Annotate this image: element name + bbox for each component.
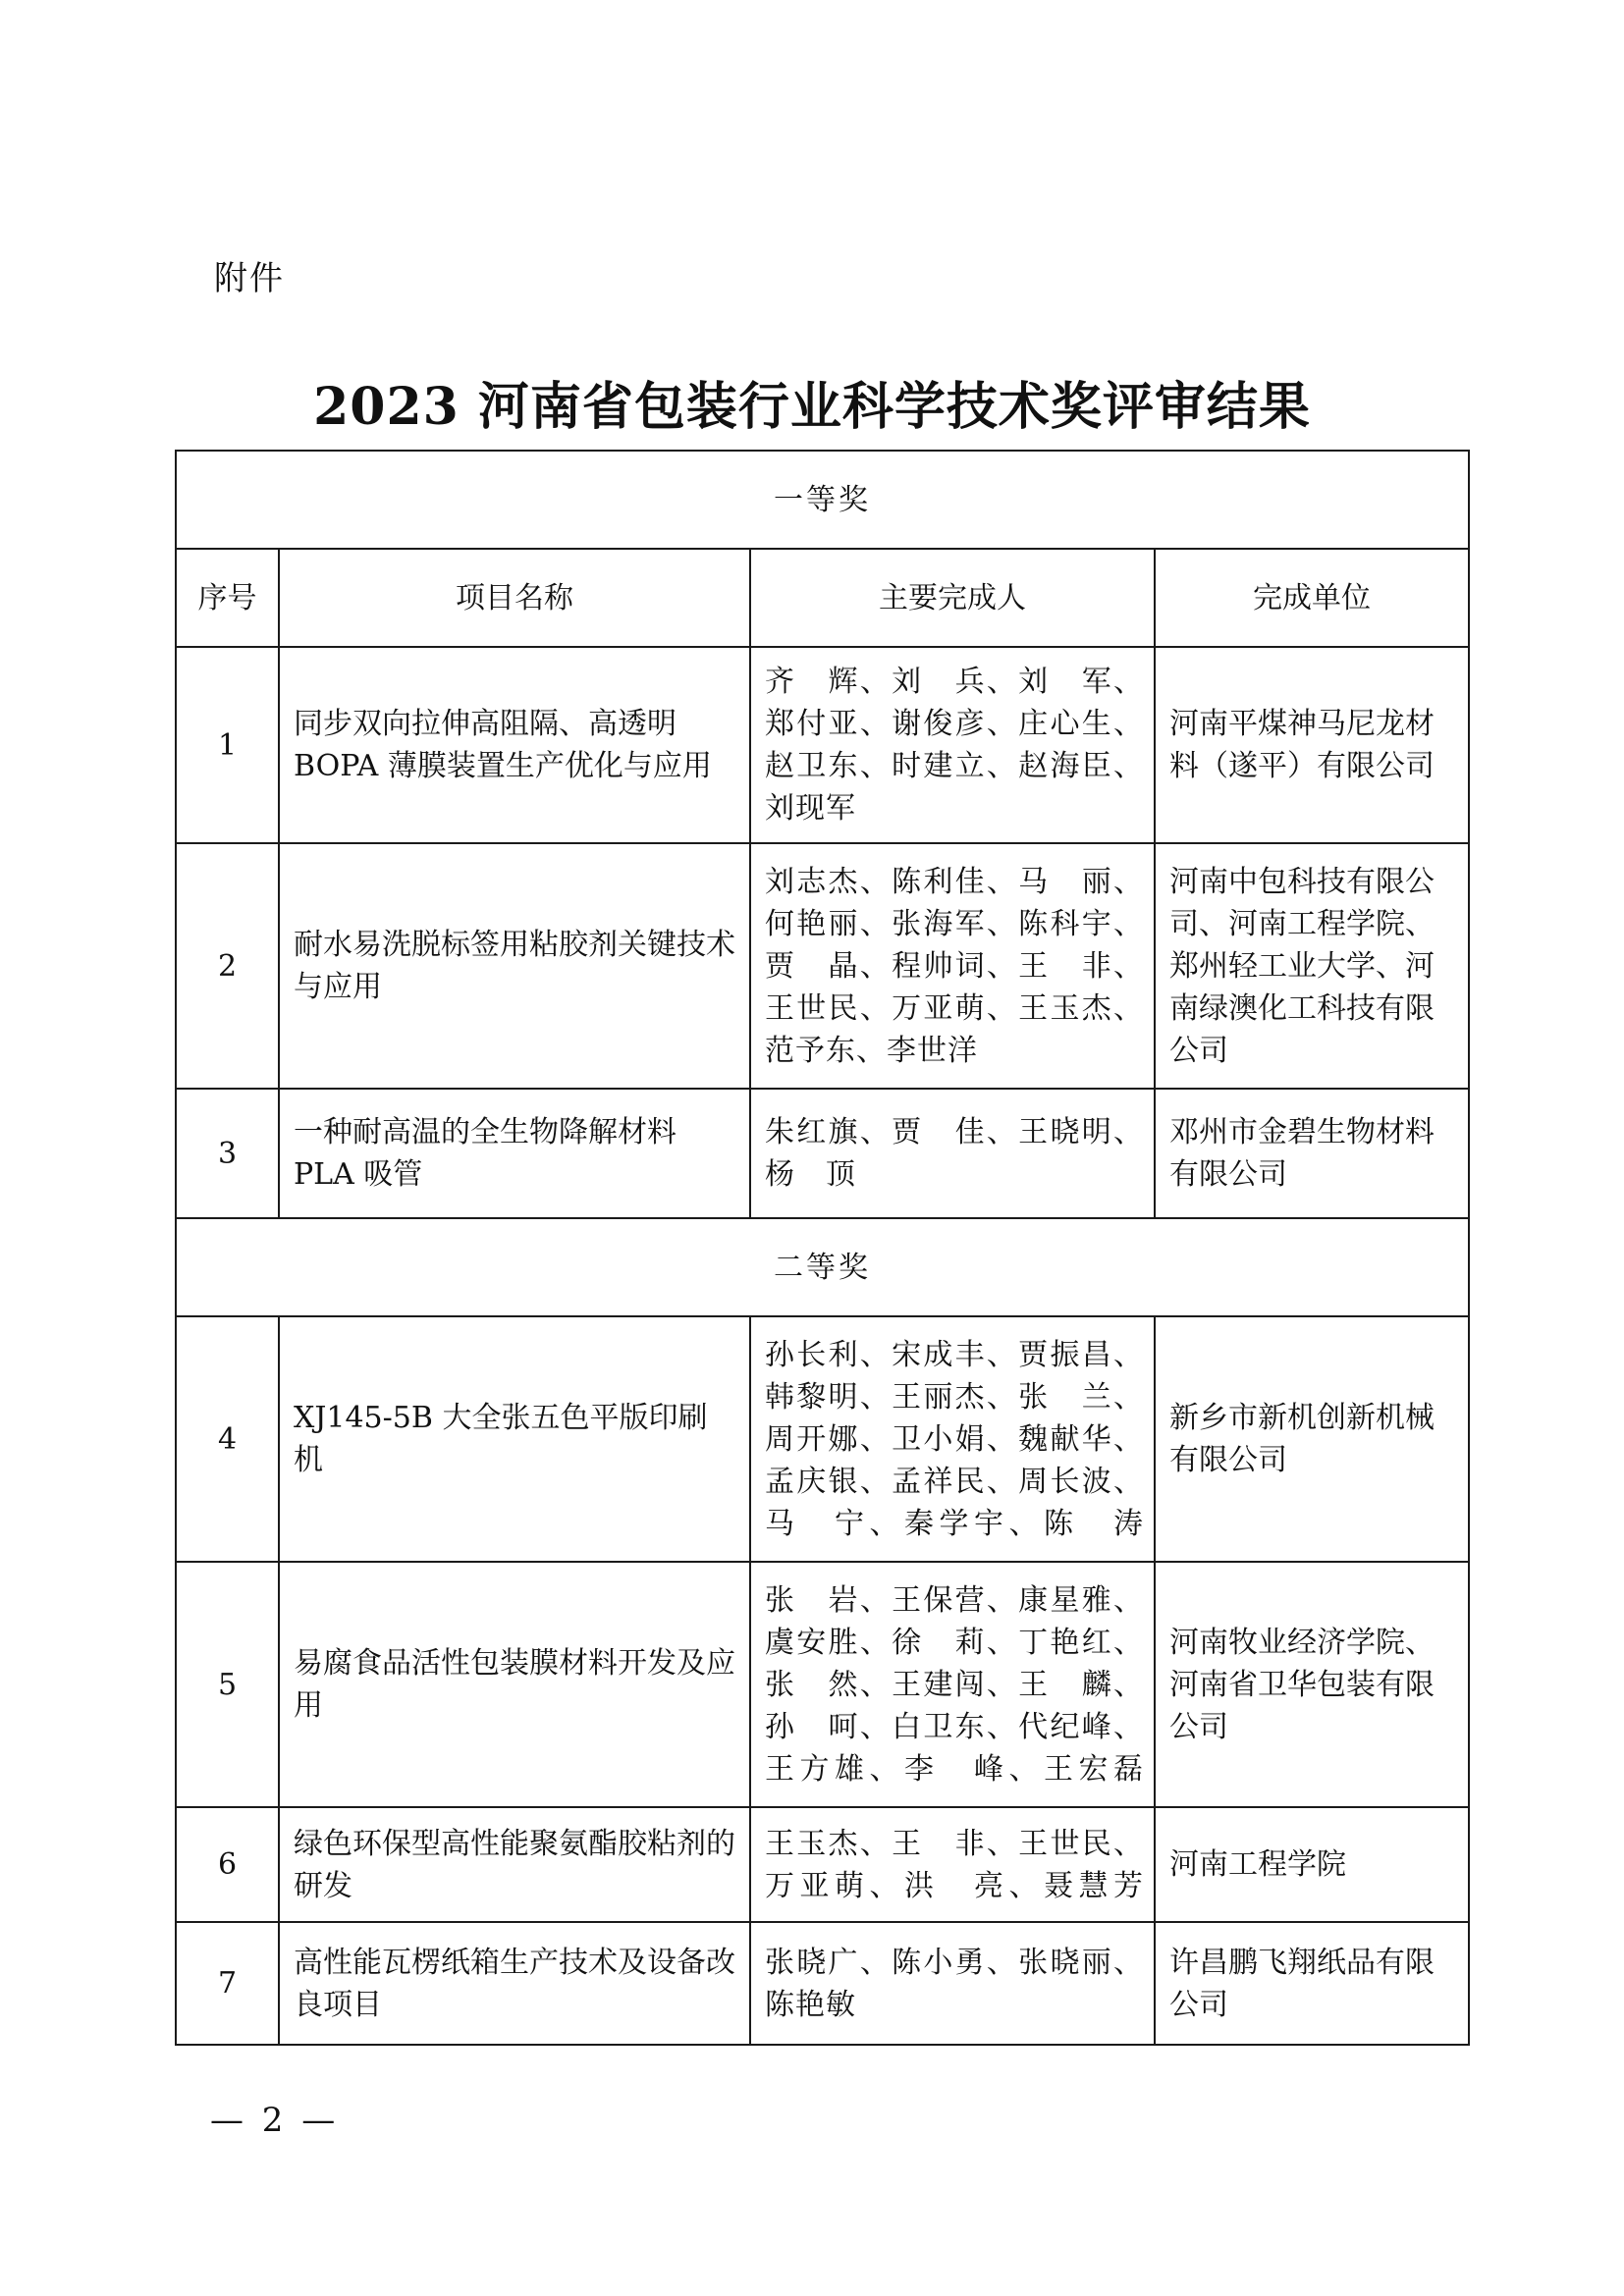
contributor-line: 郑付亚、谢俊彦、庄心生、 — [765, 707, 1144, 741]
col-header-project: 项目名称 — [279, 549, 750, 647]
contributor-line: 刘现军 — [765, 791, 856, 826]
contributor-line: 张 岩、王保营、康星雅、 — [765, 1582, 1144, 1618]
section-header-row — [176, 451, 1469, 549]
col-header-unit: 完成单位 — [1155, 549, 1469, 647]
contributor-line: 王世民、万亚萌、王玉杰、 — [765, 990, 1144, 1026]
table-row — [176, 1922, 1469, 2045]
contributor-line: 王方雄、李 峰、王宏磊 — [765, 1751, 1144, 1787]
document-title: 2023 河南省包装行业科学技术奖评审结果 — [313, 377, 1311, 437]
project-name: XJ145-5B 大全张五色平版印刷机 — [279, 1316, 750, 1562]
row-number: 6 — [176, 1807, 279, 1922]
contributor-line: 张晓广、陈小勇、张晓丽、 — [765, 1945, 1144, 1980]
contributors — [750, 1562, 1155, 1807]
contributor-line: 虞安胜、徐 莉、丁艳红、 — [765, 1625, 1144, 1660]
contributor-line: 马 宁、秦学宇、陈 涛 — [765, 1506, 1144, 1541]
completing-unit: 河南牧业经济学院、河南省卫华包装有限公司 — [1155, 1562, 1469, 1807]
contributor-line: 孙长利、宋成丰、贾振昌、 — [765, 1337, 1144, 1372]
award-results-table — [175, 450, 1470, 2046]
table-row — [176, 647, 1469, 843]
completing-unit: 新乡市新机创新机械有限公司 — [1155, 1316, 1469, 1562]
contributor-line: 齐 辉、刘 兵、刘 军、 — [765, 665, 1144, 699]
table-row — [176, 843, 1469, 1089]
section-title-first-prize: 一等奖 — [176, 451, 1469, 549]
contributor-line: 孟庆银、孟祥民、周长波、 — [765, 1464, 1144, 1499]
completing-unit: 河南中包科技有限公司、河南工程学院、郑州轻工业大学、河南绿澳化工科技有限公司 — [1155, 843, 1469, 1089]
contributor-line: 朱红旗、贾 佳、王晓明、 — [765, 1115, 1144, 1149]
completing-unit: 邓州市金碧生物材料有限公司 — [1155, 1089, 1469, 1218]
project-name: 易腐食品活性包装膜材料开发及应用 — [279, 1562, 750, 1807]
completing-unit: 河南工程学院 — [1155, 1807, 1469, 1922]
table-row — [176, 1807, 1469, 1922]
row-number: 4 — [176, 1316, 279, 1562]
col-header-no: 序号 — [176, 549, 279, 647]
contributor-line: 范予东、李世洋 — [765, 1033, 978, 1068]
row-number: 2 — [176, 843, 279, 1089]
row-number: 7 — [176, 1922, 279, 2045]
contributor-line: 何艳丽、张海军、陈科宇、 — [765, 906, 1144, 941]
project-name: 同步双向拉伸高阻隔、高透明BOPA 薄膜装置生产优化与应用 — [279, 647, 750, 843]
contributors — [750, 1922, 1155, 2045]
table-row — [176, 1316, 1469, 1562]
contributors — [750, 647, 1155, 843]
contributors — [750, 843, 1155, 1089]
row-number: 5 — [176, 1562, 279, 1807]
project-name: 一种耐高温的全生物降解材料PLA 吸管 — [279, 1089, 750, 1218]
table-row — [176, 1089, 1469, 1218]
table-row — [176, 1562, 1469, 1807]
contributor-line: 韩黎明、王丽杰、张 兰、 — [765, 1379, 1144, 1415]
project-name: 耐水易洗脱标签用粘胶剂关键技术与应用 — [279, 843, 750, 1089]
contributor-line: 贾 晶、程帅词、王 非、 — [765, 948, 1144, 984]
section-title-second-prize: 二等奖 — [176, 1218, 1469, 1316]
contributor-line: 王玉杰、王 非、王世民、 — [765, 1826, 1144, 1861]
completing-unit: 许昌鹏飞翔纸品有限公司 — [1155, 1922, 1469, 2045]
contributor-line: 万亚萌、洪 亮、聂慧芳 — [765, 1868, 1144, 1903]
row-number: 3 — [176, 1089, 279, 1218]
contributor-line: 刘志杰、陈利佳、马 丽、 — [765, 864, 1144, 899]
column-header-row — [176, 549, 1469, 647]
page-number: — 2 — — [210, 2101, 340, 2140]
section-header-row — [176, 1218, 1469, 1316]
completing-unit: 河南平煤神马尼龙材料（遂平）有限公司 — [1155, 647, 1469, 843]
row-number: 1 — [176, 647, 279, 843]
col-header-people: 主要完成人 — [750, 549, 1155, 647]
contributor-line: 陈艳敏 — [765, 1987, 856, 2022]
project-name: 高性能瓦楞纸箱生产技术及设备改良项目 — [279, 1922, 750, 2045]
attachment-label: 附件 — [214, 259, 285, 298]
contributor-line: 周开娜、卫小娟、魏献华、 — [765, 1421, 1144, 1457]
contributor-line: 张 然、王建闯、王 麟、 — [765, 1667, 1144, 1702]
contributor-line: 孙 呵、白卫东、代纪峰、 — [765, 1709, 1144, 1744]
project-name: 绿色环保型高性能聚氨酯胶粘剂的研发 — [279, 1807, 750, 1922]
contributors — [750, 1807, 1155, 1922]
contributor-line: 赵卫东、时建立、赵海臣、 — [765, 749, 1144, 783]
contributor-line: 杨 顶 — [765, 1157, 856, 1192]
contributors — [750, 1316, 1155, 1562]
contributors — [750, 1089, 1155, 1218]
